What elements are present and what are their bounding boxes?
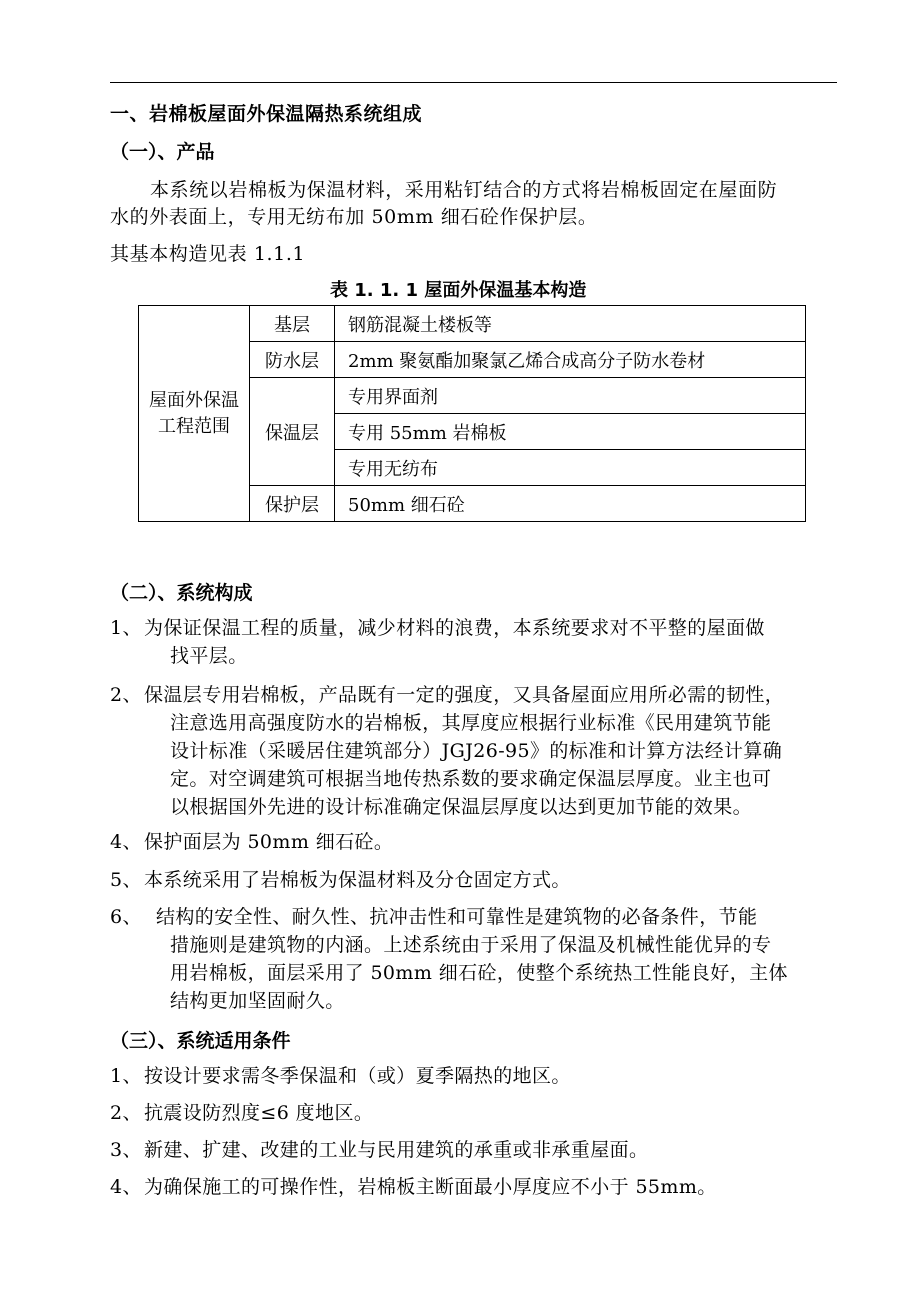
item-number: 4、: [110, 1176, 142, 1198]
section-title: 一、岩棉板屋面外保温隔热系统组成: [110, 103, 423, 125]
item-line: 新建、扩建、改建的工业与民用建筑的承重或非承重屋面。: [144, 1139, 649, 1161]
layer-cell: 保温层: [250, 378, 335, 486]
item-line: 保温层专用岩棉板，产品既有一定的强度，又具备屋面应用所必需的韧性，: [144, 684, 785, 706]
subsection-title-conditions: （三）、系统适用条件: [110, 1030, 291, 1052]
item-line: 找平层。: [170, 645, 248, 667]
content-cell: 专用界面剂: [335, 378, 806, 414]
subsection-title-composition: （二）、系统构成: [110, 582, 253, 604]
intro-paragraph-line1: 本系统以岩棉板为保温材料，采用粘钉结合的方式将岩棉板固定在屋面防: [150, 179, 778, 201]
item-number: 2、: [110, 684, 142, 706]
item-number: 4、: [110, 831, 142, 853]
content-cell: 2mm 聚氨酯加聚氯乙烯合成高分子防水卷材: [335, 342, 806, 378]
table-row: [139, 306, 806, 342]
item-line: 用岩棉板，面层采用了 50mm 细石砼，使整个系统热工性能良好，主体: [170, 962, 788, 984]
item-line: 措施则是建筑物的内涵。上述系统由于采用了保温及机械性能优异的专: [170, 934, 772, 956]
item-number: 3、: [110, 1139, 142, 1161]
content-cell: 50mm 细石砼: [335, 486, 806, 522]
scope-line2: 工程范围: [158, 415, 230, 437]
item-number: 1、: [110, 617, 142, 639]
layer-cell: 防水层: [250, 342, 335, 378]
item-line: 为确保施工的可操作性，岩棉板主断面最小厚度应不小于 55mm。: [144, 1176, 717, 1198]
item-line: 按设计要求需冬季保温和（或）夏季隔热的地区。: [144, 1065, 571, 1087]
item-line: 结构更加坚固耐久。: [170, 990, 345, 1012]
content-cell: 钢筋混凝土楼板等: [335, 306, 806, 342]
table-reference: 其基本构造见表 1.1.1: [110, 243, 306, 265]
layer-cell: 基层: [250, 306, 335, 342]
item-line: 抗震设防烈度≤6 度地区。: [144, 1102, 374, 1124]
layer-cell: 保护层: [250, 486, 335, 522]
item-line: 本系统采用了岩棉板为保温材料及分仓固定方式。: [144, 869, 571, 891]
item-line: 设计标准（采暖居住建筑部分）JGJ26-95》的标准和计算方法经计算确: [170, 740, 783, 762]
item-line: 以根据国外先进的设计标准确定保温层厚度以达到更加节能的效果。: [170, 796, 753, 818]
table-caption: 表 1. 1. 1 屋面外保温基本构造: [330, 280, 587, 301]
intro-paragraph-line2: 水的外表面上，专用无纺布加 50mm 细石砼作保护层。: [110, 206, 598, 228]
header-rule: [110, 82, 837, 83]
scope-cell: [139, 306, 250, 522]
content-cell: 专用 55mm 岩棉板: [335, 414, 806, 450]
scope-line1: 屋面外保温: [149, 389, 239, 411]
item-line: 结构的安全性、耐久性、抗冲击性和可靠性是建筑物的必备条件，节能: [156, 906, 758, 928]
item-line: 注意选用高强度防水的岩棉板，其厚度应根据行业标准《民用建筑节能: [170, 712, 772, 734]
construction-table: [138, 305, 806, 522]
subsection-title-products: （一）、产品: [110, 141, 215, 163]
item-number: 1、: [110, 1065, 142, 1087]
item-number: 2、: [110, 1102, 142, 1124]
item-line: 定。对空调建筑可根据当地传热系数的要求确定保温层厚度。业主也可: [170, 768, 772, 790]
content-cell: 专用无纺布: [335, 450, 806, 486]
item-line: 保护面层为 50mm 细石砼。: [144, 831, 394, 853]
item-number: 5、: [110, 869, 142, 891]
item-number: 6、: [110, 906, 142, 928]
item-line: 为保证保温工程的质量，减少材料的浪费，本系统要求对不平整的屋面做: [144, 617, 765, 639]
